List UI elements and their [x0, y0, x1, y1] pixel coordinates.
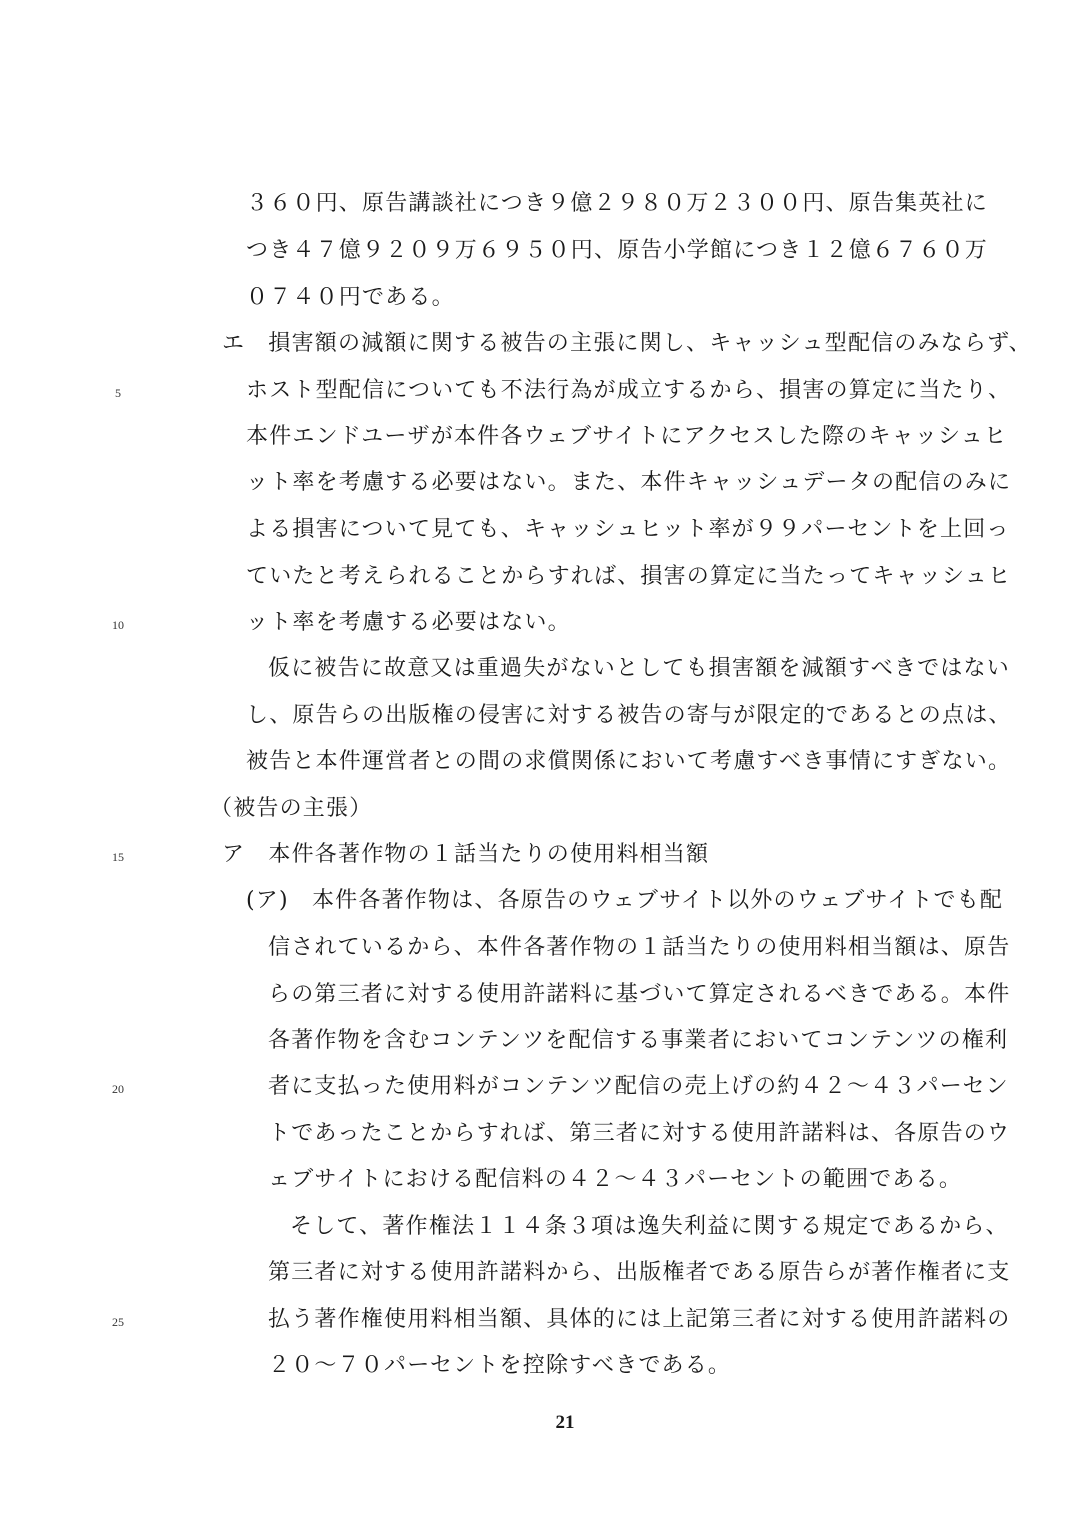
line-number: 10: [112, 618, 124, 632]
line-number: 5: [115, 386, 121, 400]
text-line: ホスト型配信についても不法行為が成立するから、損害の算定に当たり、: [246, 378, 1012, 403]
text-line: つき４７億９２０９万６９５０円、原告小学館につき１２億６７６０万: [246, 238, 988, 263]
section-heading: （被告の主張）: [210, 796, 373, 821]
text-line: し、原告らの出版権の侵害に対する被告の寄与が限定的であるとの点は、: [246, 703, 1012, 728]
line-number: 20: [112, 1082, 124, 1096]
page-number: 21: [555, 1412, 575, 1433]
text-line: エ 損害額の減額に関する被告の主張に関し、キャッシュ型配信のみならず、: [222, 331, 1032, 356]
text-line: 払う著作権使用料相当額、具体的には上記第三者に対する使用許諾料の: [268, 1307, 1011, 1332]
text-line: ット率を考慮する必要はない。: [246, 610, 571, 635]
text-line: ていたと考えられることからすれば、損害の算定に当たってキャッシュヒ: [246, 564, 1012, 589]
line-number: 15: [112, 850, 124, 864]
line-number: 25: [112, 1315, 124, 1329]
text-line: 各著作物を含むコンテンツを配信する事業者においてコンテンツの権利: [268, 1028, 1009, 1053]
text-line: らの第三者に対する使用許諾料に基づいて算定されるべきである。本件: [268, 982, 1011, 1007]
text-line: よる損害について見ても、キャッシュヒット率が９９パーセントを上回っ: [246, 517, 1010, 542]
text-line: ２０～７０パーセントを控除すべきである。: [268, 1353, 732, 1378]
text-line: 者に支払った使用料がコンテンツ配信の売上げの約４２～４３パーセン: [268, 1074, 1009, 1099]
text-line: (ア) 本件各著作物は、各原告のウェブサイト以外のウェブサイトでも配: [246, 888, 1004, 913]
text-line: トであったことからすれば、第三者に対する使用許諾料は、各原告のウ: [268, 1121, 1011, 1146]
text-line: ０７４０円である。: [246, 285, 455, 310]
text-line: 信されているから、本件各著作物の１話当たりの使用料相当額は、原告: [268, 935, 1011, 960]
text-line: ット率を考慮する必要はない。また、本件キャッシュデータの配信のみに: [246, 470, 1012, 495]
text-line: そして、著作権法１１４条３項は逸失利益に関する規定であるから、: [290, 1214, 1009, 1239]
text-line: ェブサイトにおける配信料の４２～４３パーセントの範囲である。: [268, 1167, 963, 1192]
text-line: 本件エンドユーザが本件各ウェブサイトにアクセスした際のキャッシュヒ: [246, 424, 1008, 449]
text-line: 被告と本件運営者との間の求償関係において考慮すべき事情にすぎない。: [246, 749, 1012, 774]
text-line: ア 本件各著作物の１話当たりの使用料相当額: [222, 842, 710, 867]
text-line: ３６０円、原告講談社につき９億２９８０万２３００円、原告集英社に: [246, 191, 988, 216]
text-line: 仮に被告に故意又は重過失がないとしても損害額を減額すべきではない: [268, 656, 1010, 681]
text-line: 第三者に対する使用許諾料から、出版権者である原告らが著作権者に支: [268, 1260, 1011, 1285]
